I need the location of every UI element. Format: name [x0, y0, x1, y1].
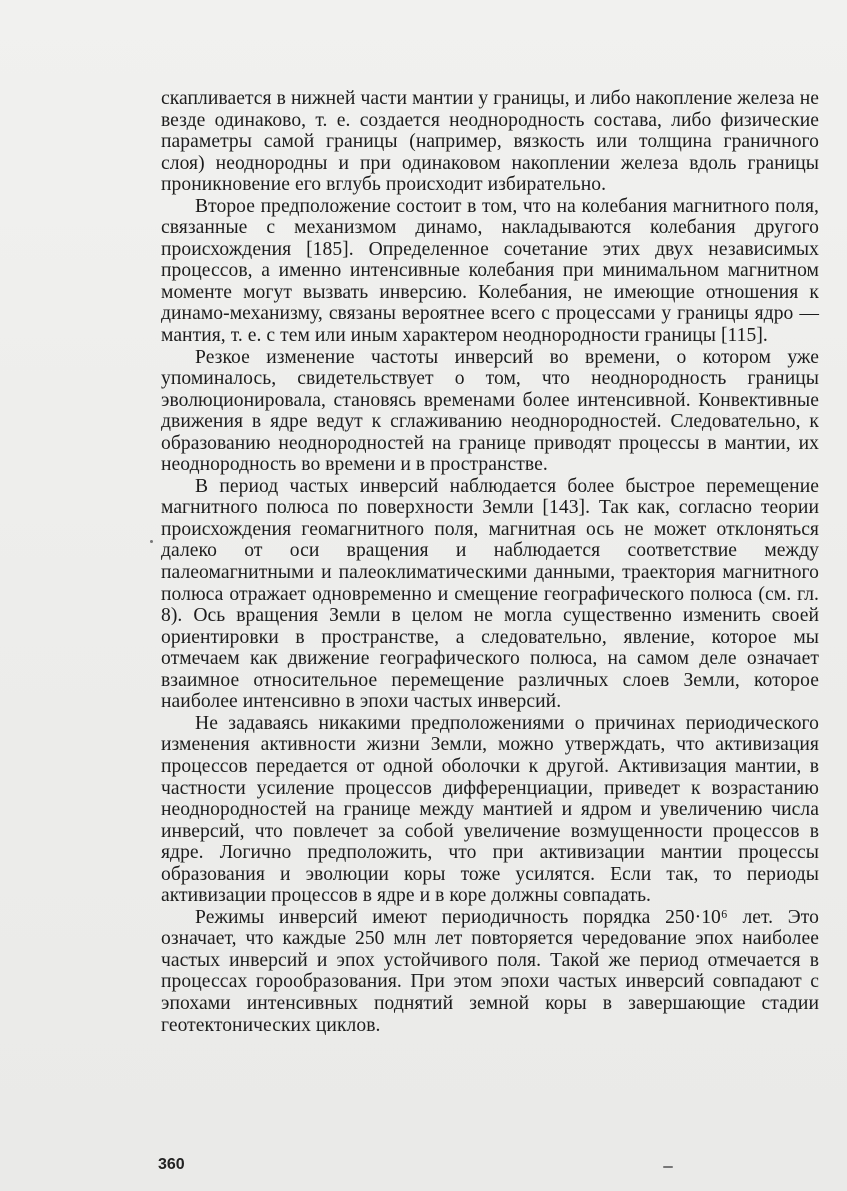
paragraph-second-hypothesis: Второе предположение состоит в том, что на колебания магнитного поля, связанные с механизмом динамо, накладываются колебания другого происхождения [185]. Определенное сочетание этих двух независимых процессов, а именно интенсивные колебания при минимальном магнитном моменте могут вызвать инверсию. Колебания, не имеющие отношения к динамо-механизму, связаны вероятнее всего с процессами у границы ядро — мантия, т. е. с тем или иным характером неоднородности границы [115].: [161, 195, 819, 347]
scan-speck: [663, 1166, 673, 1168]
paragraph-frequency-change: Резкое изменение частоты инверсий во времени, о котором уже упоминалось, свидетельствует о том, что неоднородность границы эволюционировала, становясь временами более интенсивной. Конвективные движения в ядре ведут к сглаживанию неоднородностей. Следовательно, к образованию неоднородностей на границе приводят процессы в мантии, их неоднородность во времени и в пространстве.: [161, 346, 819, 476]
paragraph-continuation: скапливается в нижней части мантии у границы, и либо накопление железа не везде одинаково, т. е. создается неоднородность состава, либо физические параметры самой границы (например, вязкость или толщина граничного слоя) неоднородны и при одинаковом накоплении железа вдоль границы проникновение его вглубь происходит избирательно.: [161, 88, 819, 196]
paragraph-activation: Не задаваясь никакими предположениями о причинах периодического изменения активности жизни Земли, можно утверждать, что активизация процессов передается от одной оболочки к другой. Активизация мантии, в частности усиление процессов дифференциации, приведет к возрастанию неоднородностей на границе между мантией и ядром и увеличению числа инверсий, что повлечет за собой увеличение возмущенности процессов в ядре. Логично предположить, что при активизации мантии процессы образования и эволюции коры тоже усилятся. Если так, то периоды активизации процессов в ядре и в коре должны совпадать.: [161, 712, 819, 907]
page-number: 360: [158, 1156, 185, 1173]
body-text: [161, 88, 819, 1036]
scan-speck: [150, 540, 153, 543]
paragraph-pole-movement: В период частых инверсий наблюдается более быстрое перемещение магнитного полюса по поверхности Земли [143]. Так как, согласно теории происхождения геомагнитного поля, магнитная ось не может отклоняться далеко от оси вращения и наблюдается соответствие между палеомагнитными и палеоклиматическими данными, траектория магнитного полюса отражает одновременно и смещение географического полюса (см. гл. 8). Ось вращения Земли в целом не могла существенно изменить своей ориентировки в пространстве, а следовательно, явление, которое мы отмечаем как движение географического полюса, на самом деле означает взаимное относительное перемещение различных слоев Земли, которое наиболее интенсивно в эпохи частых инверсий.: [161, 475, 819, 713]
paragraph-periodicity: Режимы инверсий имеют периодичность порядка 250·10⁶ лет. Это означает, что каждые 250 млн лет повторяется чередование эпох наиболее частых инверсий и эпох устойчивого поля. Такой же период отмечается в процессах горообразования. При этом эпохи частых инверсий совпадают с эпохами интенсивных поднятий земной коры в завершающие стадии геотектонических циклов.: [161, 906, 819, 1036]
